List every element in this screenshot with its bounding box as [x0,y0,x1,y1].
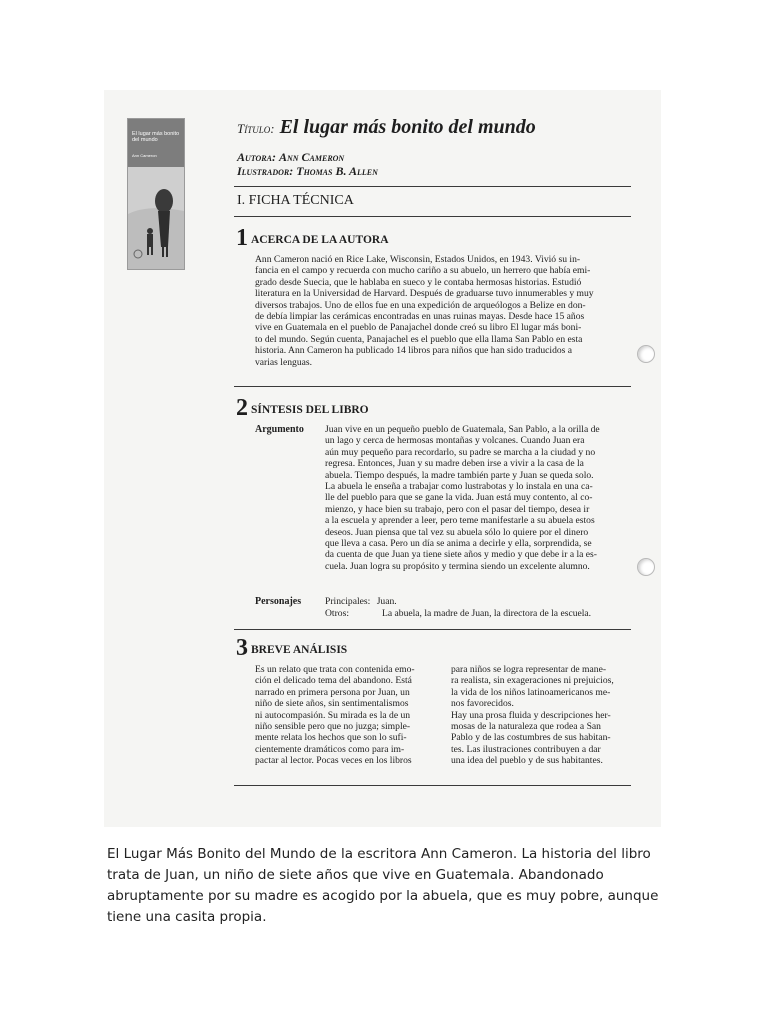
text-line: tes. Las ilustraciones contribuyen a dar [451,743,601,755]
title-label: Título: [237,121,275,136]
cover-title: El lugar más bonito del mundo [132,131,180,143]
analysis-heading [236,635,347,662]
main-characters-label: Principales: [325,596,371,607]
section-heading-ficha: I. FICHA TÉCNICA [237,193,354,208]
section-title: ACERCA DE LA AUTORA [251,234,389,246]
section-number: 2 [236,395,248,421]
text-line: deseos. Juan piensa que tal vez su abuela sólo lo quiere por el dinero [325,526,589,538]
divider [234,386,631,387]
author-credit [237,150,344,165]
about-author-text [255,254,631,368]
text-line: de debía limpiar las cerámicas encontradas en unas ruinas mayas. Desde hace 15 años [255,311,585,323]
text-line: niño sensible pero que no juzga; simple- [255,721,411,733]
text-line: mente relata los hechos que son lo sufi- [255,732,407,744]
section-number: 3 [236,635,248,661]
text-line: una idea del pueblo y de sus habitantes. [451,755,603,767]
text-line: mosas de la naturaleza que rodea a San [451,721,601,733]
book-title: El lugar más bonito del mundo [279,116,536,138]
author-label: Autora: [237,150,276,164]
text-line: niño de siete años, sin sentimentalismos [255,698,409,710]
argument-text [325,424,631,572]
text-line: narrado en primera persona por Juan, un [255,686,410,698]
synthesis-heading [236,395,369,422]
text-line: nos favorecidos. [451,698,514,710]
section-title: SÍNTESIS DEL LIBRO [251,404,369,416]
text-line: Pablo y de las costumbres de sus habitan- [451,732,611,744]
text-line: Es un relato que trata con contenida emo- [255,664,415,675]
text-line: da cuenta de que Juan ya tiene siete años y medio y que debe ir a la es- [325,549,597,561]
text-line: literatura en la Universidad de Harvard. Después de graduarse tuvo innumerables y muy [255,288,594,300]
text-line: la vida de los niños latinoamericanos me- [451,686,611,698]
analysis-left-column [255,664,433,767]
text-line: un lago y cerca de hermosas montañas y volcanes. Cuando Juan era [325,435,585,447]
section-title: BREVE ANÁLISIS [251,644,348,656]
divider [234,785,631,786]
text-line: mienzo, y hace bien su trabajo, pero con el pasar del tiempo, desea ir [325,503,590,515]
text-line: aún muy pequeño para recordarlo, su padre se marcha a la ciudad y no [325,446,596,458]
text-line: cuela. Juan logra su propósito y termina siendo un excelente alumno. [325,560,590,572]
other-characters [325,608,349,619]
text-line: pactar al lector. Pocas veces en los libros [255,755,412,767]
author-name: Ann Cameron [278,150,345,164]
other-characters-value: La abuela, la madre de Juan, la directora de la escuela. [382,608,592,619]
other-characters-label: Otros: [325,608,349,619]
text-line: cientemente dramáticos como para im- [255,743,405,755]
text-line: ni autocompasión. Su mirada es la de un [255,709,411,721]
text-line: diversos trabajos. Uno de ellos fue en una expedición de arqueólogos a Belize en don- [255,299,586,311]
illustrator-label: Ilustrador: [237,164,294,178]
illustrator-credit [237,164,378,179]
section-number: 1 [236,225,248,251]
analysis-right-column [451,664,631,767]
text-line: abuela. Tiempo después, la madre también parte y Juan se queda solo. [325,469,594,481]
cover-author: Ann Cameron [132,153,157,158]
text-line: historia. Ann Cameron ha publicado 14 libros para niños que han sido traducidos a [255,345,573,357]
book-title-row [237,116,536,139]
text-line: lle del pueblo para que se gane la vida. Juan está muy contento, al co- [325,492,593,504]
binder-hole [637,345,655,363]
text-line: para niños se logra representar de mane- [451,664,607,675]
text-line: a la escuela y aprender a leer, pero teme manifestarle a su abuela estos [325,515,595,527]
text-line: vive en Guatemala en el pueblo de Panajachel donde creó su libro El lugar más boni- [255,322,582,334]
text-line: ción el delicado tema del abandono. Está [255,675,412,687]
text-line: grado desde Suecia, que le hablaba en sueco y le contaba hermosas historias. Estudió [255,276,582,288]
main-characters [325,596,397,607]
characters-label: Personajes [255,596,302,607]
text-line: Hay una prosa fluida y descripciones her- [451,709,611,721]
text-line: fancia en el campo y recuerda con mucho cariño a su abuelo, un herrero que había emi- [255,265,591,277]
text-line: to del mundo. Según cuenta, Panajachel es el pueblo que ella llama San Pablo en esta [255,333,583,345]
about-author-heading [236,225,389,252]
text-line: La abuela le enseña a trabajar como lustrabotas y lo instala en una ca- [325,481,593,493]
text-line: regresa. Entonces, Juan y su madre deben irse a vivir a la casa de la [325,458,584,470]
document-caption: El Lugar Más Bonito del Mundo de la escritora Ann Cameron. La historia del libro trata de Juan, un niño de siete años que vive en Guatemala. Abandonado abruptamente por su madre es acogido por la abuela, que es muy pobre, aunque tiene una casita propia. [107,846,659,925]
text-line: Ann Cameron nació en Rice Lake, Wisconsin, Estados Unidos, en 1943. Vivió su in- [255,254,581,265]
divider [234,216,631,217]
text-line: varias lenguas. [255,356,313,368]
divider [234,186,631,187]
illustrator-name: Thomas B. Allen [296,164,378,178]
text-line: ra realista, sin exageraciones ni prejuicios, [451,675,614,687]
text-line: Juan vive en un pequeño pueblo de Guatemala, San Pablo, a la orilla de [325,424,600,435]
binder-hole [637,558,655,576]
book-cover-image [127,118,185,270]
divider [234,629,631,630]
text-line: que lleva a casa. Pero un día se anima a decirle y ella, sorprendida, se [325,538,592,550]
argument-label: Argumento [255,424,304,435]
main-characters-value: Juan. [376,596,397,607]
